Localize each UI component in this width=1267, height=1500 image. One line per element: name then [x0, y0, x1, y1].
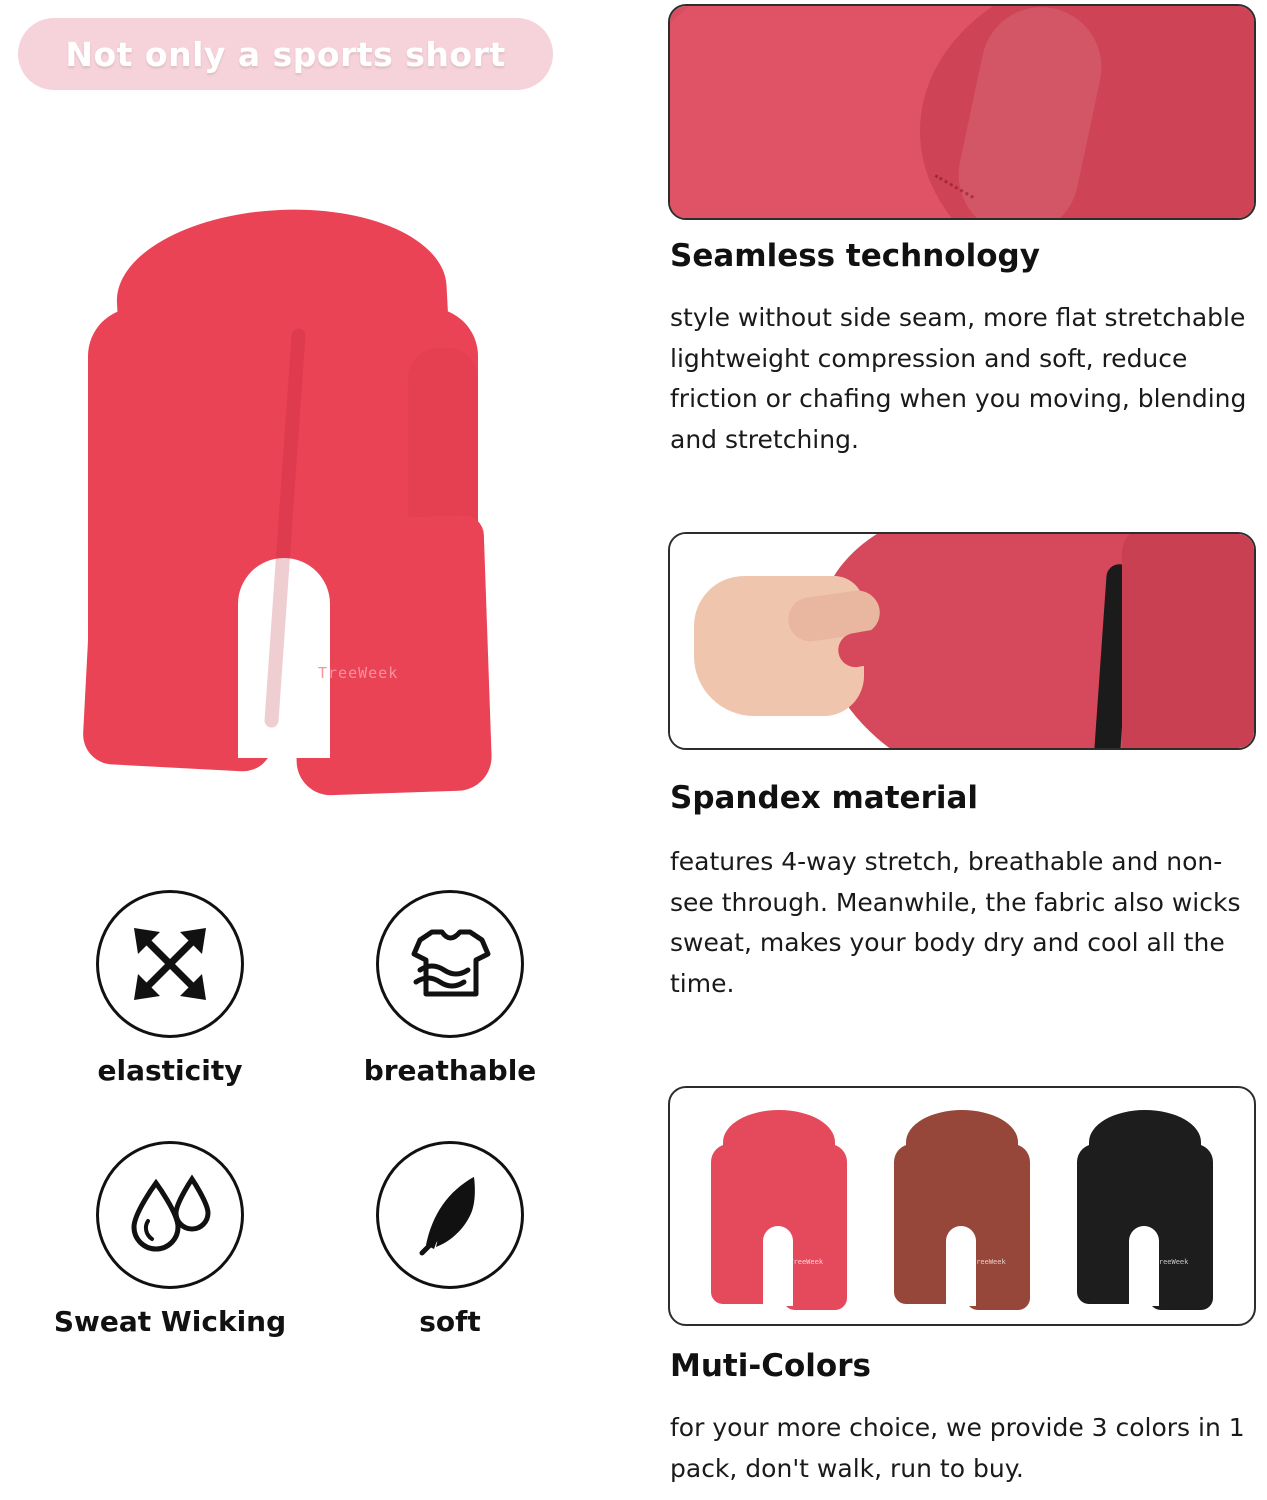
swatch-brand-logo: TreeWeek — [1154, 1258, 1189, 1266]
hero-brand-logo: TreeWeek — [318, 664, 399, 682]
section-body-multicolors: for your more choice, we provide 3 colors in 1 pack, don't walk, run to buy. — [670, 1413, 1245, 1483]
feature-elasticity — [30, 890, 310, 1087]
section-title-seamless: Seamless technology — [670, 238, 1040, 274]
swatch-brand-logo: TreeWeek — [971, 1258, 1006, 1266]
color-swatch-red — [703, 1108, 855, 1304]
right-leg-shape — [1122, 532, 1256, 750]
feature-soft — [310, 1141, 590, 1338]
section-body-seamless: style without side seam, more flat stretchable lightweight compression and soft, reduce friction or chafing when you moving, blending and stretching. — [670, 303, 1247, 454]
closeup-hip-seam-photo — [668, 4, 1256, 220]
hero-shorts-shape — [78, 188, 518, 768]
hero-product-image — [70, 170, 540, 810]
feature-row-2 — [30, 1141, 590, 1338]
feature-label: soft — [419, 1305, 481, 1338]
headline-banner — [18, 18, 553, 90]
color-swatch-rust-brown — [886, 1108, 1038, 1304]
headline-text: Not only a sports short — [65, 34, 506, 74]
hand-stretching-fabric-photo — [668, 532, 1256, 750]
three-color-shorts-photo — [668, 1086, 1256, 1326]
feature-icon-grid — [30, 890, 590, 1392]
section-title-spandex: Spandex material — [670, 780, 979, 816]
four-way-arrows-icon — [96, 890, 244, 1038]
section-title-multicolors: Muti-Colors — [670, 1348, 871, 1384]
feature-row-1 — [30, 890, 590, 1087]
feature-label: Sweat Wicking — [53, 1305, 287, 1338]
feature-sweat-wicking — [30, 1141, 310, 1338]
right-column — [660, 0, 1267, 1500]
water-drops-icon — [96, 1141, 244, 1289]
color-variants-row — [670, 1088, 1254, 1324]
swatch-crotch-cutout — [763, 1226, 793, 1306]
swatch-crotch-cutout — [1129, 1226, 1159, 1306]
feature-breathable — [310, 890, 590, 1087]
tshirt-airflow-icon — [376, 890, 524, 1038]
swatch-crotch-cutout — [946, 1226, 976, 1306]
feather-icon — [376, 1141, 524, 1289]
swatch-brand-logo: TreeWeek — [789, 1258, 824, 1266]
color-swatch-black — [1069, 1108, 1221, 1304]
feature-label: elasticity — [97, 1054, 243, 1087]
section-body-spandex: features 4-way stretch, breathable and non-see through. Meanwhile, the fabric also wicks sweat, makes your body dry and cool all the time. — [670, 847, 1241, 998]
feature-label: breathable — [363, 1054, 537, 1087]
